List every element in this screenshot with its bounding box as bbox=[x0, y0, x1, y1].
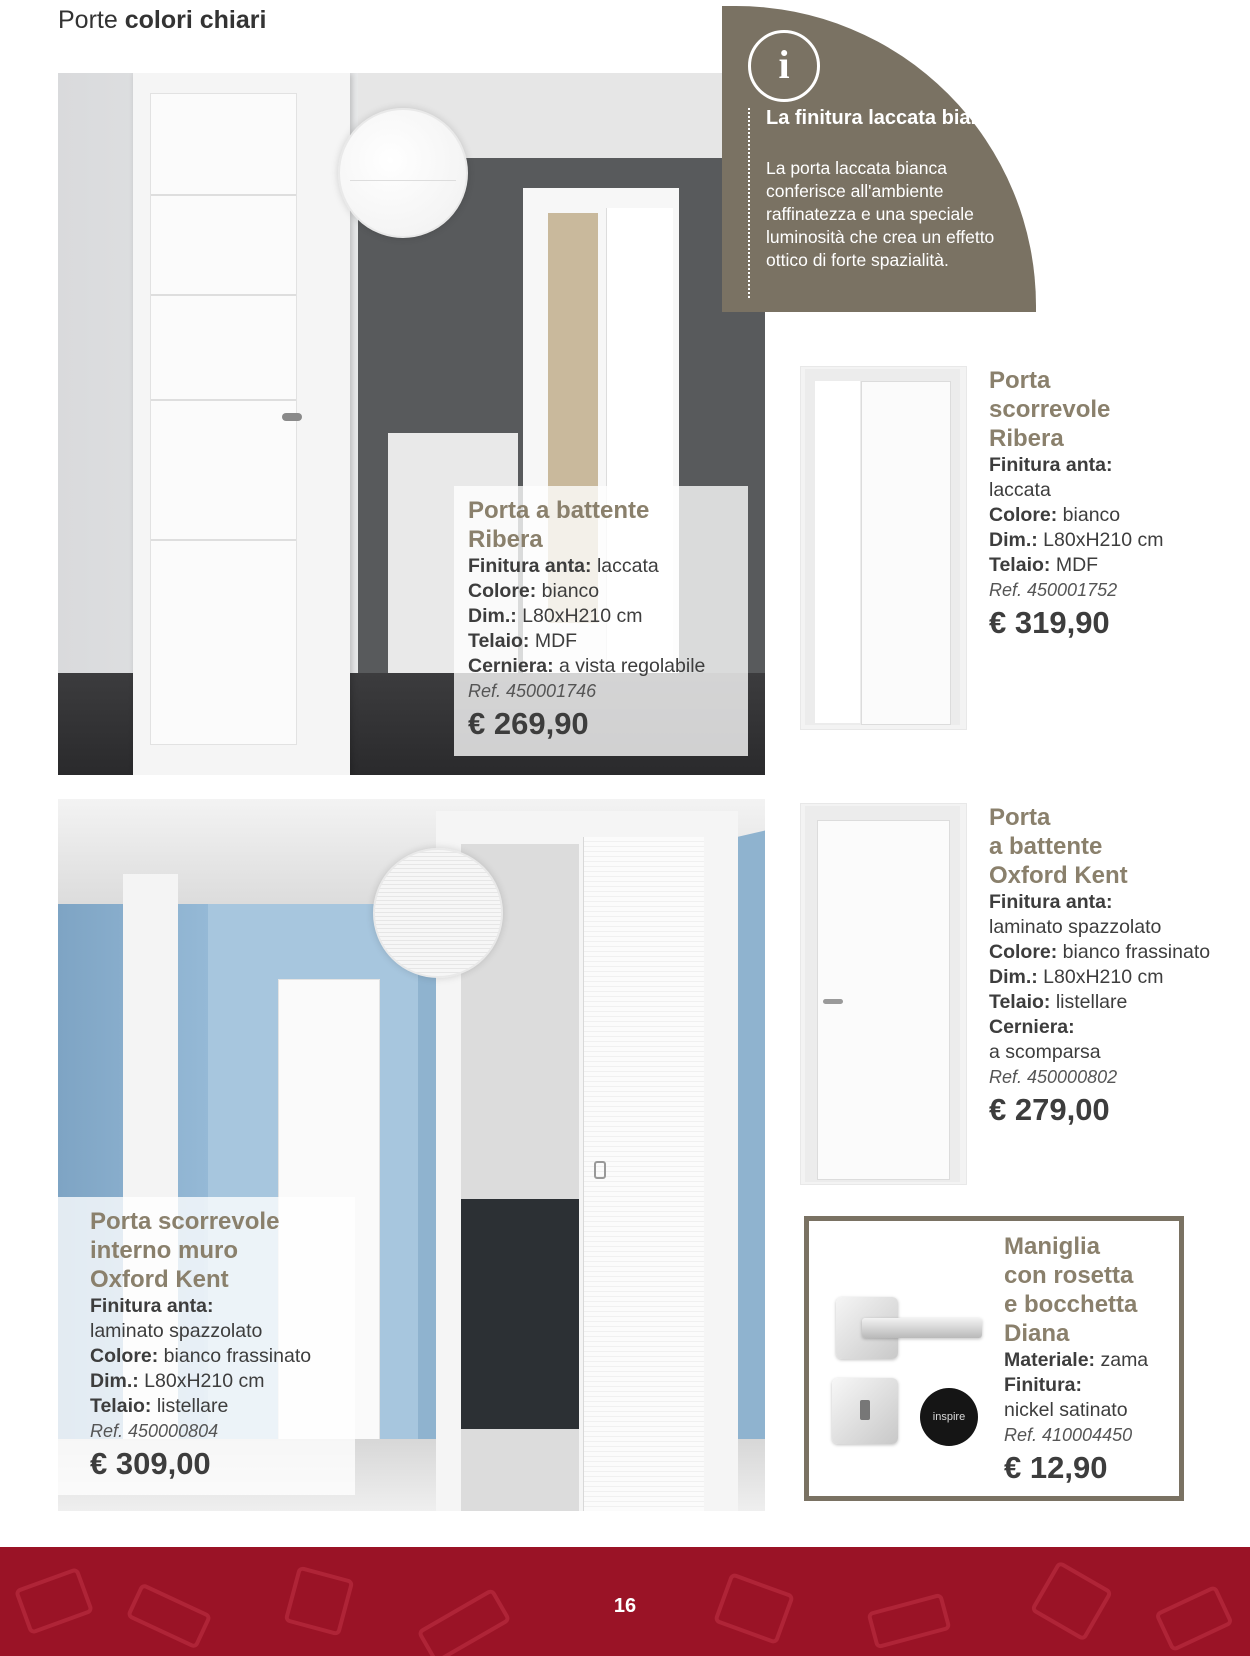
spec-row: Telaio: MDF bbox=[468, 630, 578, 652]
product-ref: Ref. 450000804 bbox=[90, 1421, 219, 1441]
spec-row: Telaio: MDF bbox=[989, 554, 1099, 576]
spec-row: Colore: bianco frassinato bbox=[989, 941, 1211, 963]
finish-swatch-laccata bbox=[338, 108, 468, 238]
product-porta-scorrevole-ribera bbox=[989, 366, 1229, 643]
spec-row: Cerniera: bbox=[989, 1016, 1075, 1038]
info-title: La finitura laccata bianca bbox=[766, 107, 1005, 129]
spec-row: Finitura anta: bbox=[989, 891, 1113, 913]
spec-row: Dim.: L80xH210 cm bbox=[90, 1370, 265, 1392]
photo-door bbox=[150, 93, 297, 745]
product-ref: Ref. 410004450 bbox=[1004, 1425, 1133, 1445]
handle-lever-image bbox=[862, 1318, 982, 1338]
door-groove bbox=[151, 399, 296, 401]
spec-value: laminato spazzolato bbox=[90, 1320, 263, 1342]
header-emphasis: colori chiari bbox=[124, 6, 267, 34]
spec-row: Dim.: L80xH210 cm bbox=[989, 529, 1164, 551]
spec-row: Colore: bianco frassinato bbox=[90, 1345, 312, 1367]
spec-row: Colore: bianco bbox=[989, 504, 1121, 526]
thumb-door bbox=[861, 381, 951, 725]
product-ref: Ref. 450001752 bbox=[989, 580, 1118, 600]
thumb-handle bbox=[823, 999, 843, 1004]
inspire-logo: inspire bbox=[920, 1388, 978, 1446]
header-prefix: Porte bbox=[58, 6, 118, 34]
product-title: Porta scorrevole Ribera bbox=[989, 367, 1111, 452]
spec-row: Telaio: listellare bbox=[989, 991, 1128, 1013]
product-title: Maniglia con rosetta e bocchetta Diana bbox=[1004, 1233, 1138, 1347]
door-groove bbox=[151, 539, 296, 541]
product-price: € 319,90 bbox=[989, 605, 1110, 640]
spec-value: laccata bbox=[989, 479, 1051, 501]
spec-value: nickel satinato bbox=[1004, 1399, 1128, 1421]
product-porta-battente-ribera bbox=[468, 496, 748, 744]
spec-row: Dim.: L80xH210 cm bbox=[468, 605, 643, 627]
product-title: Porta a battente Oxford Kent bbox=[989, 804, 1128, 889]
spec-row: Finitura anta: bbox=[90, 1295, 214, 1317]
page-number: 16 bbox=[613, 1595, 637, 1617]
thumb-opening bbox=[815, 381, 860, 723]
thumb-porta-battente-oxford-kent bbox=[800, 803, 967, 1185]
door-groove bbox=[151, 294, 296, 296]
page-header bbox=[58, 6, 266, 35]
product-ref: Ref. 450000802 bbox=[989, 1067, 1118, 1087]
spec-row: Cerniera: a vista regolabile bbox=[468, 655, 706, 677]
product-price: € 269,90 bbox=[468, 706, 589, 741]
info-icon: i bbox=[748, 30, 820, 102]
spec-row: Materiale: zama bbox=[1004, 1349, 1149, 1371]
spec-value: a scomparsa bbox=[989, 1041, 1101, 1063]
product-title: Porta a battente Ribera bbox=[468, 497, 650, 553]
door-groove bbox=[151, 194, 296, 196]
spec-value: laminato spazzolato bbox=[989, 916, 1162, 938]
info-divider bbox=[748, 108, 750, 298]
photo-kitchen-cabinet bbox=[461, 1199, 579, 1429]
product-title: Porta scorrevole interno muro Oxford Kent bbox=[90, 1208, 280, 1293]
keyhole-icon bbox=[860, 1400, 870, 1420]
product-maniglia-diana bbox=[1004, 1232, 1184, 1488]
product-price: € 309,00 bbox=[90, 1446, 211, 1481]
spec-row: Finitura anta: laccata bbox=[468, 555, 659, 577]
door-handle bbox=[282, 413, 302, 421]
door-pull bbox=[594, 1161, 606, 1179]
spec-row: Colore: bianco bbox=[468, 580, 600, 602]
spec-row: Telaio: listellare bbox=[90, 1395, 229, 1417]
info-body: La porta laccata bianca conferisce all'ambiente raffinatezza e una speciale luminosità che crea un effetto ottico di forte spazialità. bbox=[766, 158, 995, 270]
product-price: € 12,90 bbox=[1004, 1450, 1108, 1485]
product-price: € 279,00 bbox=[989, 1092, 1110, 1127]
spec-row: Finitura: bbox=[1004, 1374, 1082, 1396]
spec-row: Finitura anta: bbox=[989, 454, 1113, 476]
finish-swatch-spazzolato bbox=[373, 848, 503, 978]
product-porta-battente-oxford-kent bbox=[989, 803, 1229, 1130]
product-porta-scorrevole-oxford-kent bbox=[90, 1207, 350, 1484]
spec-row: Dim.: L80xH210 cm bbox=[989, 966, 1164, 988]
thumb-porta-scorrevole-ribera bbox=[800, 366, 967, 730]
product-ref: Ref. 450001746 bbox=[468, 681, 597, 701]
